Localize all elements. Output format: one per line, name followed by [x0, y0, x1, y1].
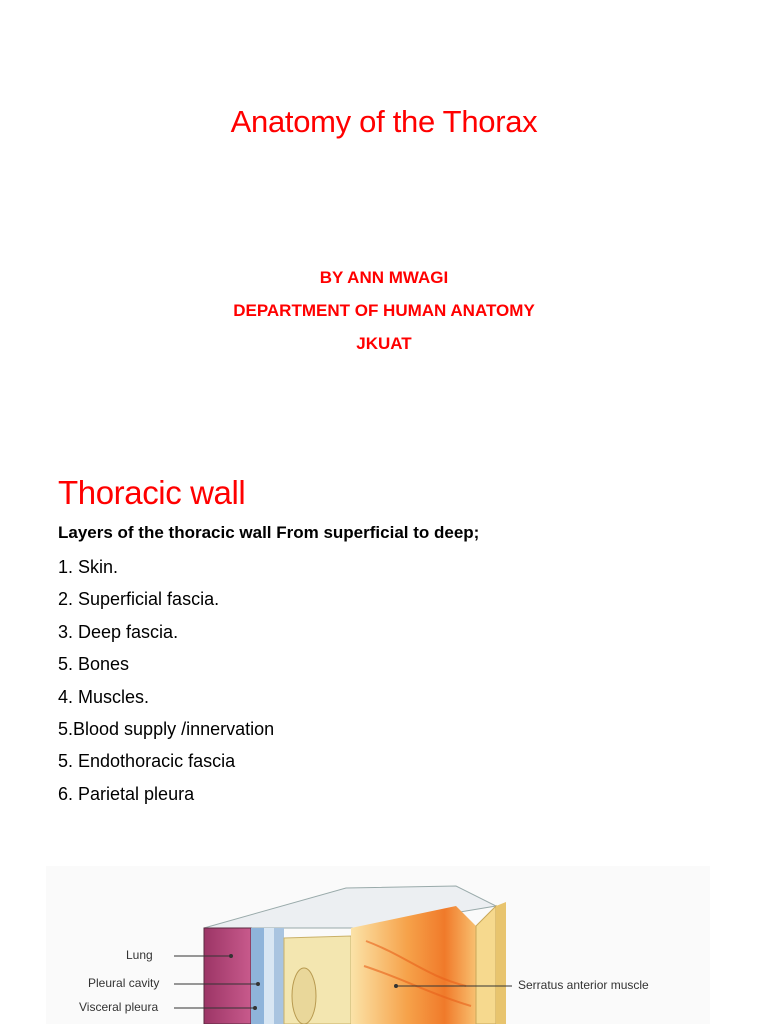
layer-item: 3. Deep fascia. — [58, 621, 179, 642]
section-subtitle: Layers of the thoracic wall From superficial to deep; — [58, 523, 480, 542]
department-line: DEPARTMENT OF HUMAN ANATOMY — [233, 301, 535, 320]
label-pleural-cavity: Pleural cavity — [88, 976, 160, 990]
layer-item: 5. Bones — [58, 654, 130, 675]
institution-line: JKUAT — [356, 334, 412, 353]
lung-layer — [204, 928, 251, 1024]
title-slide — [0, 0, 768, 440]
label-visceral-pleura: Visceral pleura — [79, 1000, 159, 1014]
layer-item: 6. Parietal pleura — [58, 783, 195, 804]
label-serratus-anterior: Serratus anterior muscle — [518, 978, 649, 992]
layer-item: 5. Endothoracic fascia — [58, 751, 236, 772]
layer-item: 5.Blood supply /innervation — [58, 718, 275, 739]
presentation-title: Anatomy of the Thorax — [230, 104, 538, 139]
layer-list — [58, 555, 274, 814]
section-title: Thoracic wall — [58, 474, 246, 511]
author-line: BY ANN MWAGI — [319, 268, 449, 287]
layer-item: 4. Muscles. — [58, 686, 150, 707]
layer-item: 1. Skin. — [58, 557, 119, 577]
layer-item: 2. Superficial fascia. — [58, 589, 220, 610]
thoracic-wall-figure — [46, 866, 710, 1024]
label-lung: Lung — [126, 948, 153, 962]
